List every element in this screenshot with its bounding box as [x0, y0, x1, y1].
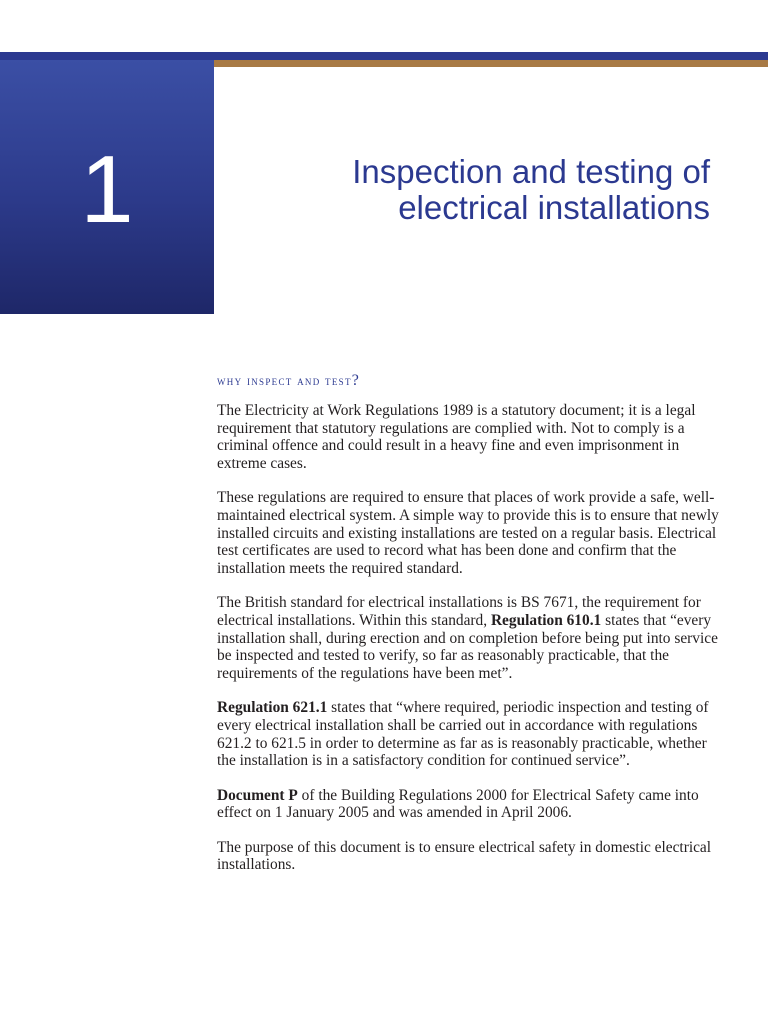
header-rule-brown [214, 60, 768, 67]
paragraph-3-text-start: The British standard for electrical installations is BS 7671, the requirement for electrical installations. Within this standard, [217, 594, 701, 629]
chapter-number: 1 [80, 136, 134, 243]
paragraph-5 [217, 787, 723, 822]
paragraph-6: The purpose of this document is to ensure electrical safety in domestic electrical installations. [217, 838, 712, 874]
paragraph-4 [217, 699, 723, 769]
regulation-621-1-ref: Regulation 621.1 [217, 699, 328, 717]
chapter-title-line-1: Inspection and testing of [352, 153, 710, 190]
section-heading-text: why inspect and test [217, 373, 352, 388]
regulation-610-1-ref: Regulation 610.1 [490, 611, 602, 629]
section-heading-question-mark: ? [351, 372, 361, 389]
chapter-title [250, 154, 710, 226]
document-p-ref: Document P [217, 786, 298, 804]
paragraph-3-text-end: states that “every installation shall, during erection and on completion before being put into service be inspected and tested to verify, so far as reasonably practicable, that the requirements of the regulations have been met”. [217, 611, 718, 682]
paragraph-2: These regulations are required to ensure that places of work provide a safe, well-maintained electrical system. A simple way to provide this is to ensure that newly installed circuits and existing installations are tested on a regular basis. Electrical test certificates are used to record what has been done and confirm that the installation meets the required standard. [217, 489, 719, 577]
section-heading [217, 372, 360, 390]
paragraph-5-text: of the Building Regulations 2000 for Electrical Safety came into effect on 1 January 2005 and was amended in April 2006. [217, 786, 699, 822]
chapter-title-line-2: electrical installations [398, 189, 710, 226]
paragraph-4-text: states that “where required, periodic inspection and testing of every electrical installation shall be carried out in accordance with regulations 621.2 to 621.5 in order to determine as far as is reasonably practicable, whether the installation is in a satisfactory condition for continued service”. [217, 699, 709, 770]
body-text [217, 402, 723, 891]
paragraph-1: The Electricity at Work Regulations 1989 is a statutory document; it is a legal requirement that statutory regulations are complied with. Not to comply is a criminal offence and could result in a heavy fine and even imprisonment in extreme cases. [217, 402, 696, 472]
paragraph-3 [217, 594, 723, 682]
header-rule-blue [0, 52, 768, 60]
chapter-number-block [0, 60, 214, 314]
